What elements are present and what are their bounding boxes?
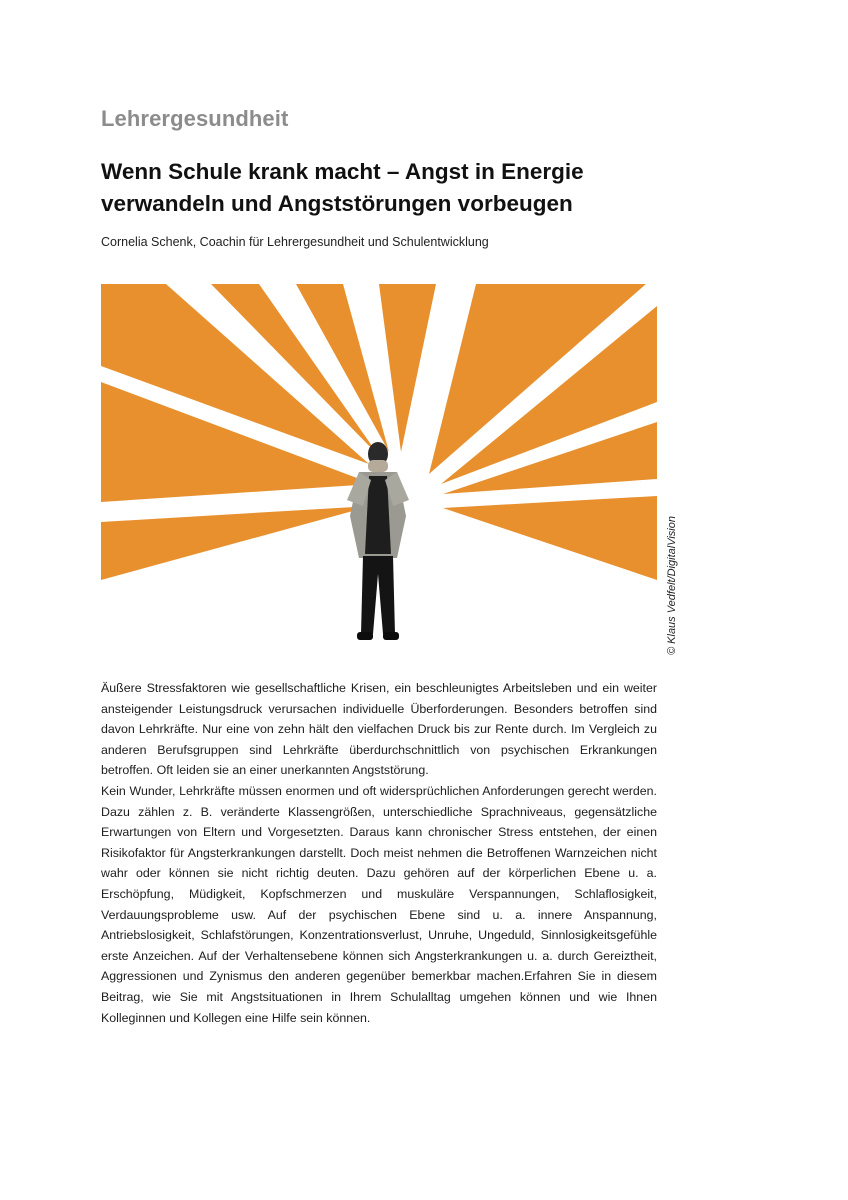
ray bbox=[379, 284, 436, 452]
article-title bbox=[101, 156, 741, 220]
ray bbox=[443, 496, 657, 580]
person-figure bbox=[347, 442, 409, 640]
article-body bbox=[101, 678, 657, 1028]
photo-credit: © Klaus Vedfelt/DigitalVision bbox=[666, 516, 678, 655]
illustration-svg bbox=[101, 284, 657, 654]
title-line-1: Wenn Schule krank macht – Angst in Energie bbox=[101, 159, 584, 184]
body-paragraph: Kein Wunder, Lehrkräfte müssen enormen und oft widersprüchlichen Anforderungen gerecht werden. Dazu zählen z. B. veränderte Klassengrößen, unterschiedliche Sprachniveaus, gegensätzliche Erwartungen von Eltern und Vorgesetzten. Daraus kann chronischer Stress entstehen, der einen Risikofaktor für Angsterkrankungen darstellt. Doch meist nehmen die Betroffenen Warnzeichen nicht wahr oder können sie nicht richtig deuten. Dazu gehören auf der körperlichen Ebene u. a. Erschöpfung, Müdigkeit, Kopfschmerzen und muskuläre Verspannungen, Schlaflosigkeit, Verdauungsprobleme usw. Auf der psychischen Ebene sind u. a. innere Anspannung, Antriebslosigkeit, Schlafstörungen, Konzentrationsverlust, Unruhe, Ungeduld, Sinnlosigkeitsgefühle erste Anzeichen. Auf der Verhaltensebene können sich Angsterkrankungen u. a. durch Gereiztheit, Aggressionen und Zynismus den anderen gegenüber bemerkbar machen.Erfahren Sie in diesem Beitrag, wie Sie mit Angstsituationen in Ihrem Schulalltag umgehen können und wie Ihnen Kolleginnen und Kollegen eine Hilfe sein können. bbox=[101, 783, 657, 1025]
article-illustration bbox=[101, 284, 657, 654]
section-label: Lehrergesundheit bbox=[101, 106, 289, 131]
body-paragraph: Äußere Stressfaktoren wie gesellschaftliche Krisen, ein beschleunigtes Arbeitsleben und ein weiter ansteigender Leistungsdruck verursachen individuelle Überforderungen. Besonders betroffen sind davon Lehrkräfte. Nur eine von zehn hält den vielfachen Druck bis zur Rente durch. Im Vergleich zu anderen Berufsgruppen sind Lehrkräfte überdurchschnittlich von psychischen Erkrankungen betroffen. Oft leiden sie an einer unerkannten Angststörung. bbox=[101, 681, 657, 778]
author-byline: Cornelia Schenk, Coachin für Lehrergesundheit und Schulentwicklung bbox=[101, 235, 489, 249]
ray bbox=[101, 506, 371, 580]
title-line-2: verwandeln und Angststörungen vorbeugen bbox=[101, 191, 573, 216]
